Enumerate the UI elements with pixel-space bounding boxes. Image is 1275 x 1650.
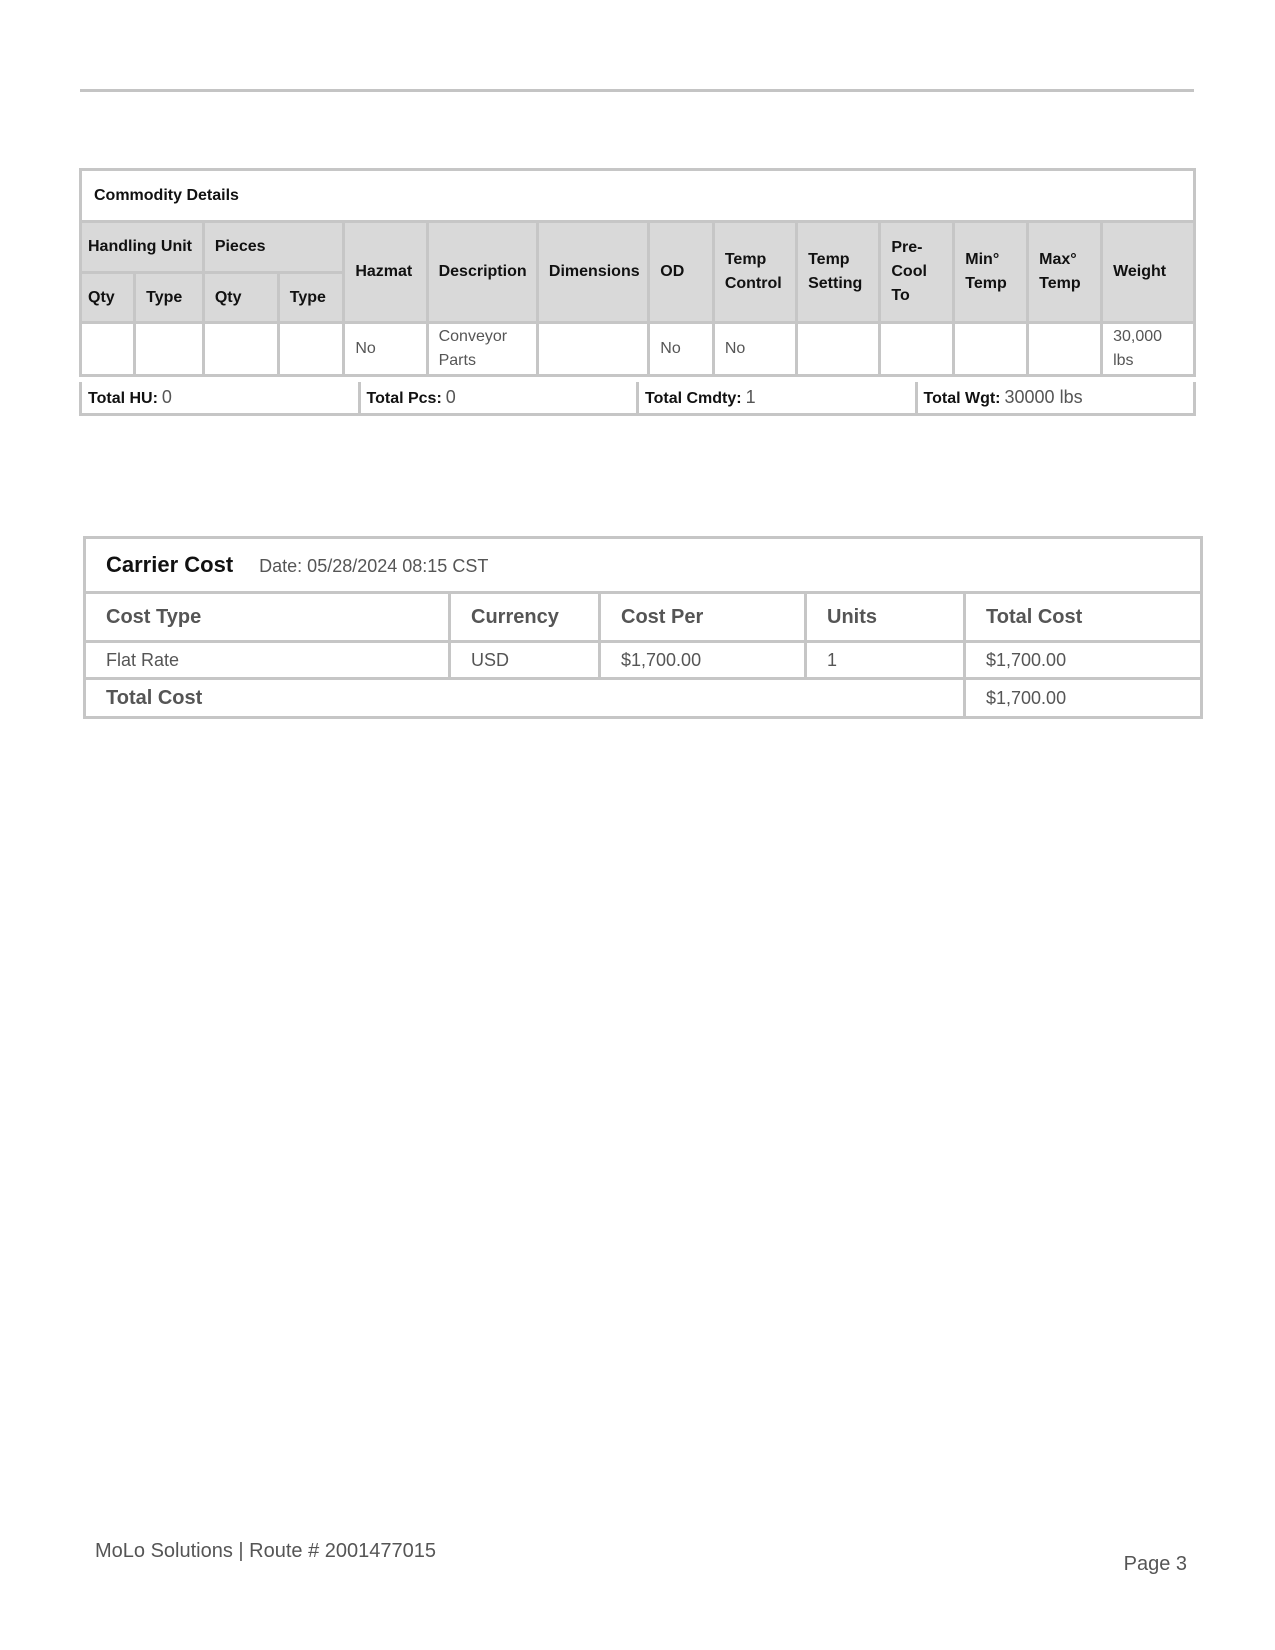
cell-pcs-qty	[203, 323, 278, 376]
cell-description: Conveyor Parts	[427, 323, 537, 376]
cell-pcs-type	[278, 323, 344, 376]
cell-cost-per: $1,700.00	[600, 642, 806, 679]
header-hu-qty: Qty	[81, 273, 135, 323]
total-hu-value: 0	[161, 387, 172, 407]
header-weight: Weight	[1102, 222, 1195, 323]
cell-od: No	[649, 323, 714, 376]
cell-pre-cool-to	[880, 323, 954, 376]
cell-hu-type	[135, 323, 204, 376]
header-hazmat: Hazmat	[344, 222, 427, 323]
header-cost-type: Cost Type	[85, 593, 450, 642]
carrier-cost-date: Date: 05/28/2024 08:15 CST	[259, 556, 489, 576]
total-pcs-value: 0	[445, 387, 456, 407]
commodity-row	[81, 323, 1195, 376]
header-pcs-qty: Qty	[203, 273, 278, 323]
total-cost-label: Total Cost	[85, 679, 965, 718]
cell-currency: USD	[450, 642, 600, 679]
header-max-temp: Max° Temp	[1028, 222, 1102, 323]
total-wgt-value: 30000 lbs	[1004, 387, 1083, 407]
top-divider	[80, 89, 1194, 92]
cell-max-temp	[1028, 323, 1102, 376]
header-description: Description	[427, 222, 537, 323]
header-min-temp: Min° Temp	[954, 222, 1028, 323]
cell-weight: 30,000 lbs	[1102, 323, 1195, 376]
header-temp-control: Temp Control	[713, 222, 796, 323]
header-dimensions: Dimensions	[537, 222, 648, 323]
commodity-totals	[79, 382, 1196, 416]
page-number: Page 3	[1123, 1553, 1187, 1575]
header-cost-per: Cost Per	[600, 593, 806, 642]
total-cmdty-value: 1	[745, 387, 756, 407]
header-handling-unit: Handling Unit	[81, 222, 204, 273]
total-wgt	[918, 382, 1194, 413]
footer-route: MoLo Solutions | Route # 2001477015	[95, 1540, 437, 1562]
commodity-details-title: Commodity Details	[81, 170, 1195, 222]
total-hu	[82, 382, 361, 413]
header-od: OD	[649, 222, 714, 323]
cell-hazmat: No	[344, 323, 427, 376]
cell-total-cost: $1,700.00	[965, 642, 1202, 679]
header-pcs-type: Type	[278, 273, 344, 323]
total-cmdty-label: Total Cmdty:	[645, 390, 742, 407]
header-hu-type: Type	[135, 273, 204, 323]
cell-temp-setting	[797, 323, 880, 376]
header-currency: Currency	[450, 593, 600, 642]
total-wgt-label: Total Wgt:	[923, 390, 1001, 407]
header-total-cost: Total Cost	[965, 593, 1202, 642]
header-temp-setting: Temp Setting	[797, 222, 880, 323]
cell-units: 1	[806, 642, 965, 679]
cost-row	[85, 642, 1202, 679]
cell-temp-control: No	[713, 323, 796, 376]
carrier-cost-title: Carrier Cost	[106, 552, 234, 577]
header-pieces: Pieces	[203, 222, 344, 273]
header-pre-cool-to: Pre-Cool To	[880, 222, 954, 323]
total-cmdty	[639, 382, 918, 413]
cell-cost-type: Flat Rate	[85, 642, 450, 679]
total-hu-label: Total HU:	[88, 390, 158, 407]
cell-hu-qty	[81, 323, 135, 376]
total-cost-value: $1,700.00	[965, 679, 1202, 718]
carrier-cost-header	[85, 538, 1202, 593]
cell-min-temp	[954, 323, 1028, 376]
commodity-details-table	[79, 168, 1196, 377]
total-pcs-label: Total Pcs:	[366, 390, 442, 407]
total-pcs	[361, 382, 640, 413]
carrier-cost-table	[83, 536, 1203, 719]
cell-dimensions	[537, 323, 648, 376]
header-units: Units	[806, 593, 965, 642]
